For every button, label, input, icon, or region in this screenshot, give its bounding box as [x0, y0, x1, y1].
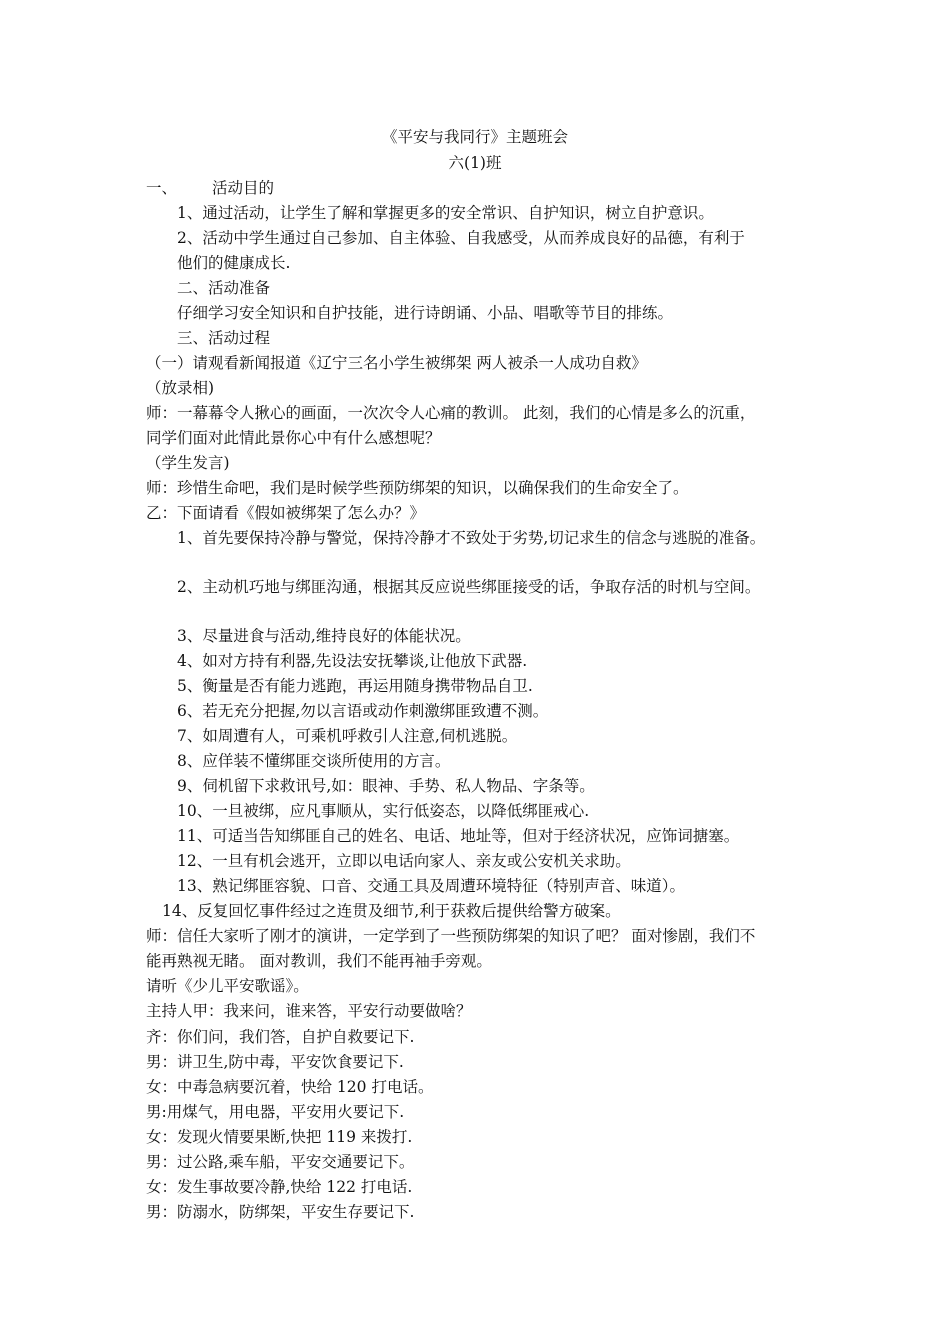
section-1-number: 一、 — [146, 179, 178, 197]
song-line: 男：讲卫生,防中毒，平安饮食要记下. — [146, 1053, 404, 1071]
section-2-heading: 二、活动准备 — [177, 279, 271, 297]
list-item: 12、一旦有机会逃开，立即以电话向家人、亲友或公安机关求助。 — [177, 852, 631, 870]
list-item: 8、应佯装不懂绑匪交谈所使用的方言。 — [177, 752, 451, 770]
song-line: 男：过公路,乘车船，平安交通要记下。 — [146, 1153, 415, 1171]
paragraph: 2、活动中学生通过自己参加、自主体验、自我感受，从而养成良好的品德，有利于 — [177, 229, 745, 247]
song-line: 男:用煤气，用电器，平安用火要记下. — [146, 1103, 405, 1121]
song-line: 主持人甲：我来问，谁来答，平安行动要做啥？ — [146, 1002, 472, 1020]
list-item: 5、衡量是否有能力逃跑，再运用随身携带物品自卫. — [177, 677, 533, 695]
doc-subtitle: 六(1)班 — [448, 154, 502, 172]
paragraph: 1、通过活动，让学生了解和掌握更多的安全常识、自护知识，树立自护意识。 — [177, 204, 714, 222]
list-item: 6、若无充分把握,勿以言语或动作刺激绑匪致遭不测。 — [177, 702, 549, 720]
list-item: 13、熟记绑匪容貌、口音、交通工具及周遭环境特征（特别声音、味道）。 — [177, 877, 685, 895]
list-item: 9、伺机留下求救讯号,如：眼神、手势、私人物品、字条等。 — [177, 777, 595, 795]
paragraph: 他们的健康成长. — [177, 254, 291, 272]
paragraph: 师：信任大家听了刚才的演讲，一定学到了一些预防绑架的知识了吧？ 面对惨剧，我们不 — [146, 927, 756, 945]
paragraph: 请听《少儿平安歌谣》。 — [146, 977, 309, 995]
list-item: 3、尽量进食与活动,维持良好的体能状况。 — [177, 627, 471, 645]
paragraph: （放录相) — [146, 379, 215, 397]
list-item: 1、首先要保持冷静与警觉，保持冷静才不致处于劣势,切记求生的信念与逃脱的准备。 — [177, 529, 766, 547]
paragraph: 同学们面对此情此景你心中有什么感想呢？ — [146, 429, 441, 447]
song-line: 齐：你们问，我们答，自护自救要记下. — [146, 1028, 415, 1046]
song-line: 女：发现火情要果断,快把 119 来拨打. — [146, 1128, 413, 1146]
section-3-heading: 三、活动过程 — [177, 329, 271, 347]
paragraph: （学生发言) — [146, 454, 230, 472]
list-item: 14、反复回忆事件经过之连贯及细节,利于获救后提供给警方破案。 — [162, 902, 621, 920]
paragraph: 师：一幕幕令人揪心的画面，一次次令人心痛的教训。 此刻，我们的心情是多么的沉重， — [146, 404, 756, 422]
song-line: 男：防溺水，防绑架，平安生存要记下. — [146, 1203, 415, 1221]
list-item: 10、一旦被绑，应凡事顺从，实行低姿态，以降低绑匪戒心. — [177, 802, 590, 820]
song-line: 女：中毒急病要沉着，快给 120 打电话。 — [146, 1078, 434, 1096]
paragraph: 师：珍惜生命吧，我们是时候学些预防绑架的知识，以确保我们的生命安全了。 — [146, 479, 689, 497]
list-item: 4、如对方持有利器,先设法安抚攀谈,让他放下武器. — [177, 652, 528, 670]
list-item: 2、主动机巧地与绑匪沟通，根据其反应说些绑匪接受的话，争取存活的时机与空间。 — [177, 578, 761, 596]
paragraph: （一）请观看新闻报道《辽宁三名小学生被绑架 两人被杀一人成功自救》 — [146, 354, 647, 372]
section-1-heading: 活动目的 — [212, 179, 275, 197]
paragraph: 乙：下面请看《假如被绑架了怎么办？》 — [146, 504, 426, 522]
list-item: 11、可适当告知绑匪自己的姓名、电话、地址等，但对于经济状况，应饰词搪塞。 — [177, 827, 740, 845]
song-line: 女：发生事故要冷静,快给 122 打电话. — [146, 1178, 413, 1196]
paragraph: 能再熟视无睹。 面对教训，我们不能再袖手旁观。 — [146, 952, 492, 970]
list-item: 7、如周遭有人，可乘机呼救引人注意,伺机逃脱。 — [177, 727, 518, 745]
doc-title: 《平安与我同行》主题班会 — [381, 128, 568, 146]
paragraph: 仔细学习安全知识和自护技能，进行诗朗诵、小品、唱歌等节目的排练。 — [177, 304, 674, 322]
